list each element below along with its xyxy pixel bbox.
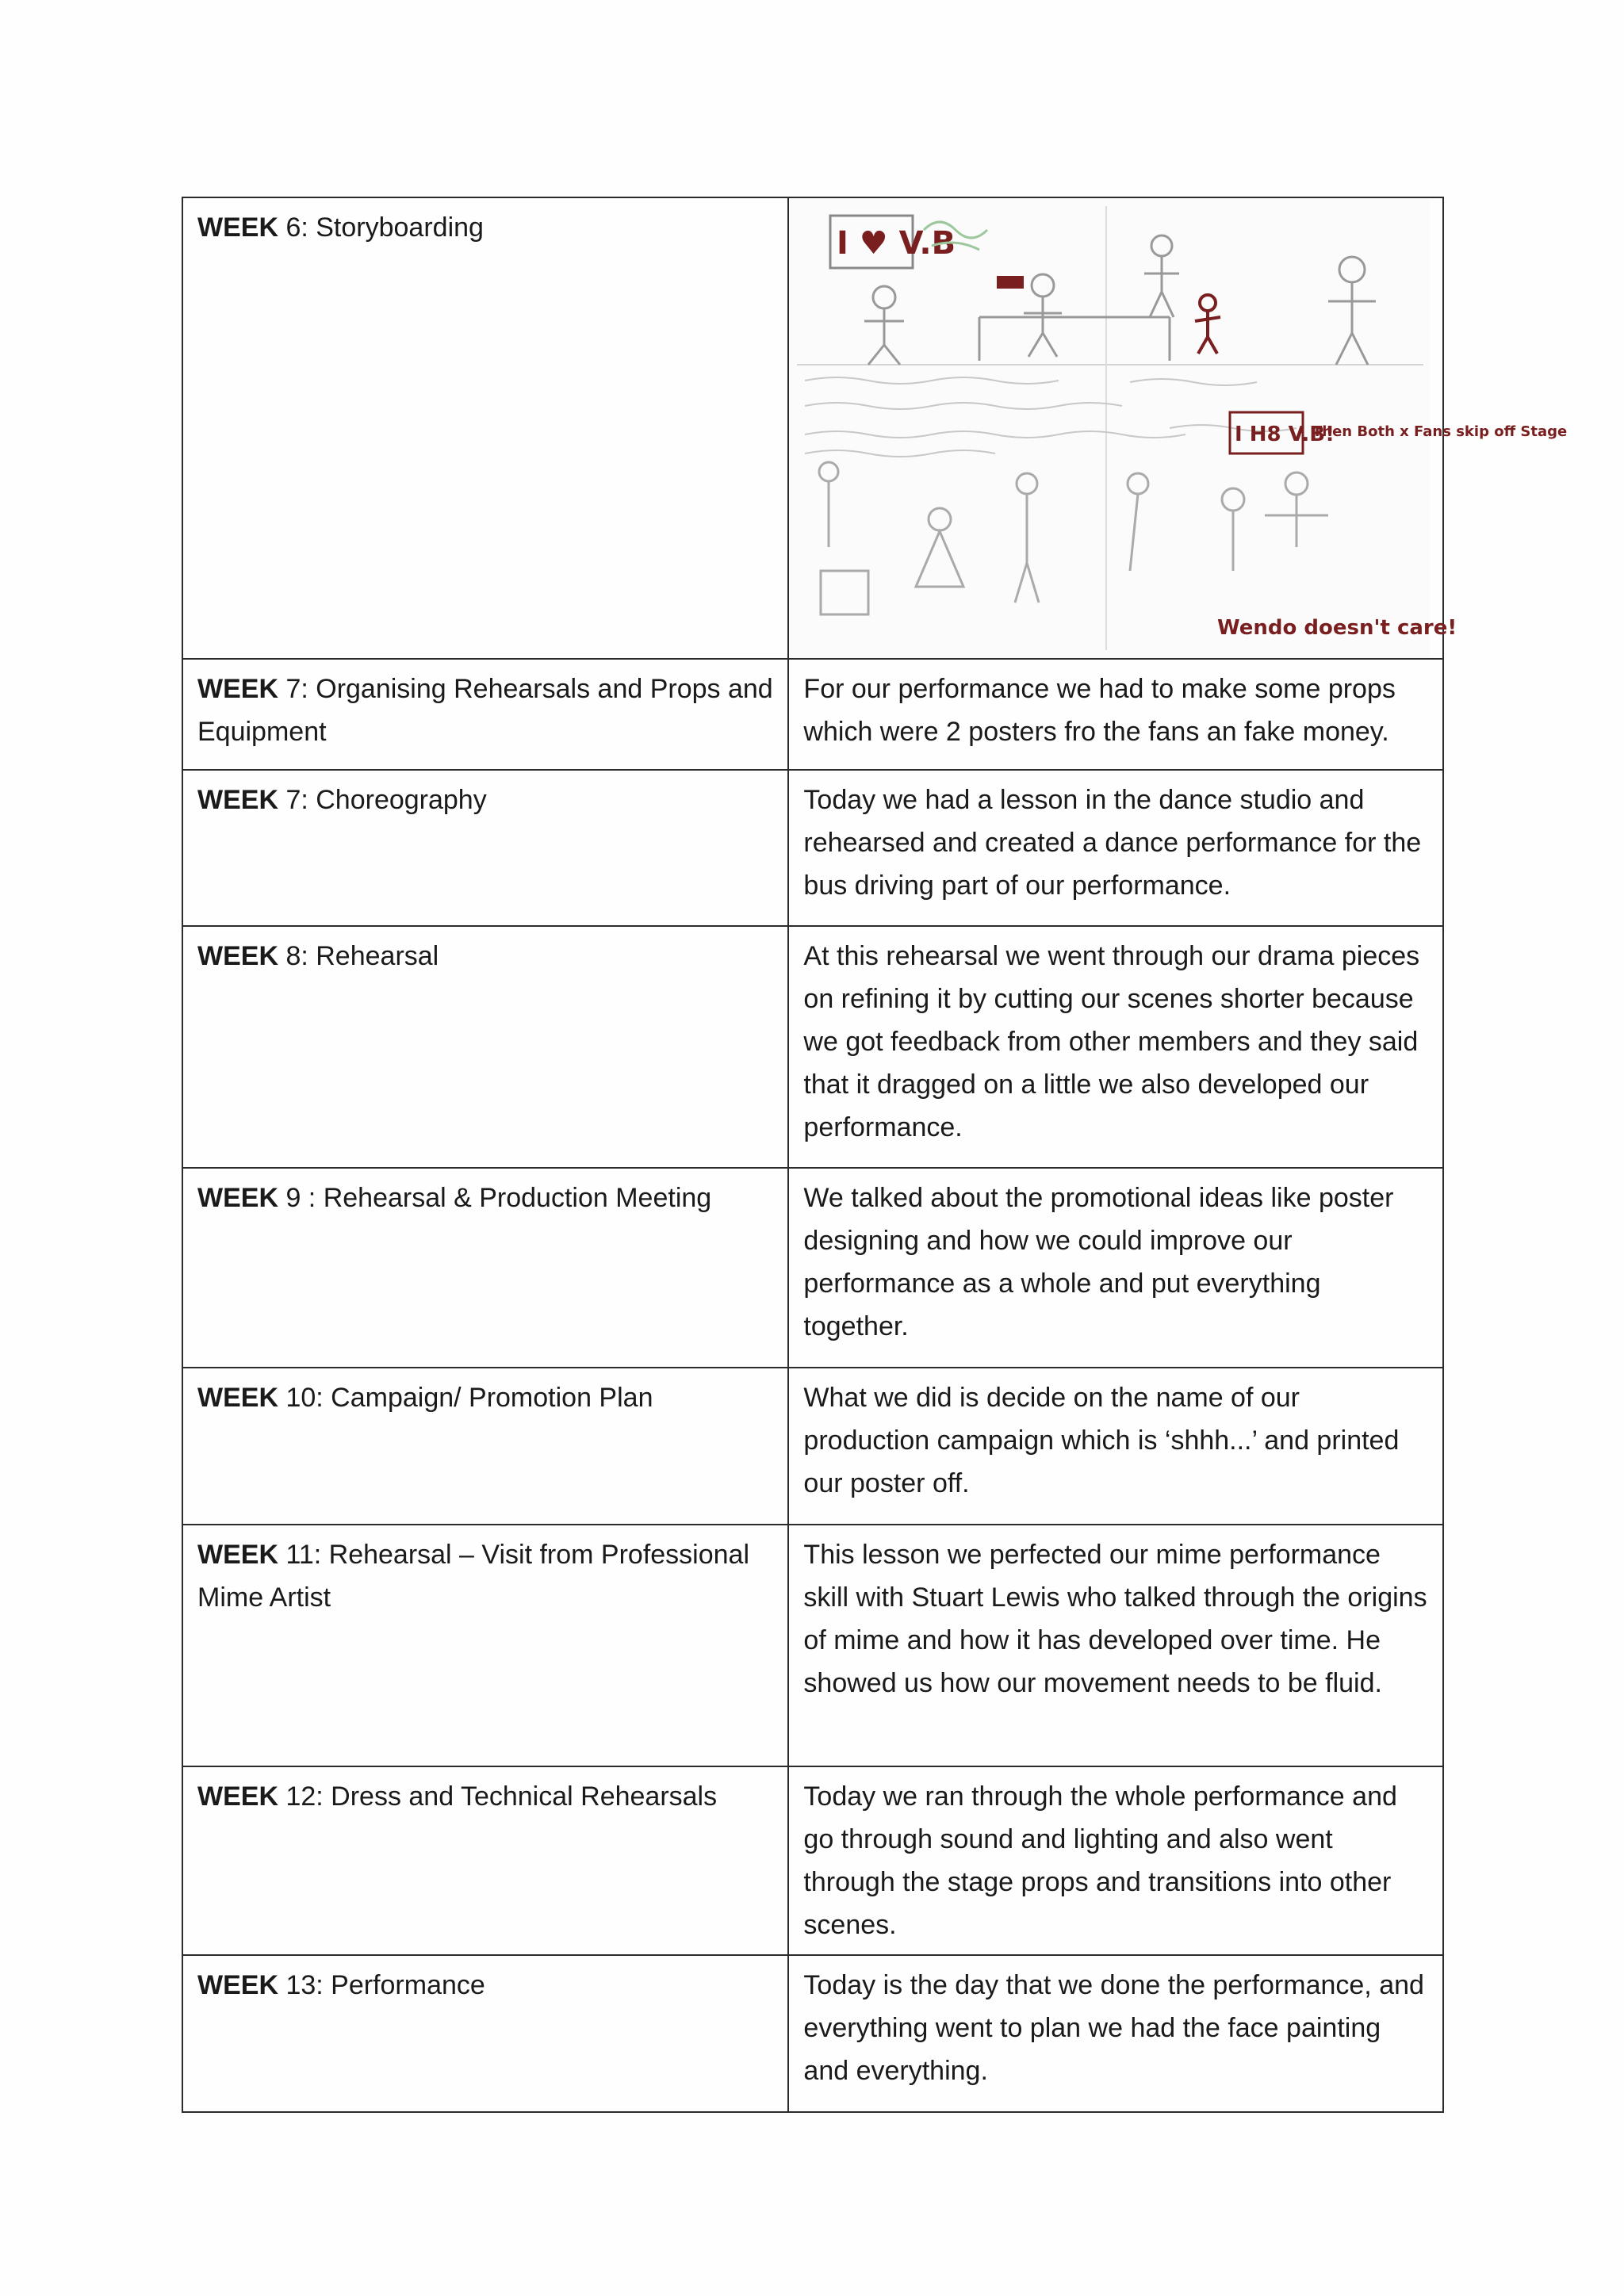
week-label-cell: [182, 1368, 788, 1525]
week-label-cell: [182, 926, 788, 1168]
week-title: 7: Choreography: [278, 785, 487, 815]
week-label-cell: [182, 770, 788, 926]
table-row: [182, 770, 1443, 926]
week-word: WEEK: [197, 212, 278, 243]
table-row: [182, 1168, 1443, 1368]
week-word: WEEK: [197, 1781, 278, 1812]
table-row: [182, 926, 1443, 1168]
table-row: [182, 1955, 1443, 2112]
week-description-cell: Today is the day that we done the performance, and everything went to plan we had the face painting and everything.: [788, 1955, 1443, 2112]
week-description-cell: What we did is decide on the name of our production campaign which is ‘shhh...’ and printed our poster off.: [788, 1368, 1443, 1525]
week-label-cell: [182, 1525, 788, 1766]
week-description-cell: Today we had a lesson in the dance studio and rehearsed and created a dance performance for the bus driving part of our performance.: [788, 770, 1443, 926]
week-description-cell: Today we ran through the whole performance and go through sound and lighting and also went through the stage props and transitions into other scenes.: [788, 1766, 1443, 1955]
storyboard-image-cell: [788, 197, 1568, 659]
week-label-cell: [182, 1766, 788, 1955]
week-word: WEEK: [197, 674, 278, 704]
week-word: WEEK: [197, 1540, 278, 1570]
sketch-caption-exit: Then Both x Fans skip off Stage: [1312, 423, 1568, 440]
week-title: 9 : Rehearsal & Production Meeting: [278, 1183, 712, 1213]
week-title: 12: Dress and Technical Rehearsals: [278, 1781, 718, 1812]
week-title: 13: Performance: [278, 1970, 485, 2000]
week-word: WEEK: [197, 1970, 278, 2000]
week-word: WEEK: [197, 785, 278, 815]
week-title: 10: Campaign/ Promotion Plan: [278, 1383, 653, 1413]
week-label-cell: [182, 197, 788, 659]
table-row: [182, 659, 1443, 770]
table-row: [182, 197, 1443, 659]
table-row: [182, 1368, 1443, 1525]
week-title: 7: Organising Rehearsals and Props and Equipment: [197, 674, 773, 747]
week-title: 11: Rehearsal – Visit from Professional Mime Artist: [197, 1540, 750, 1613]
sketch-caption-wendo: Wendo doesn't care!: [1217, 616, 1457, 640]
week-word: WEEK: [197, 1183, 278, 1213]
week-description-cell: We talked about the promotional ideas like poster designing and how we could improve our performance as a whole and put everything together.: [788, 1168, 1443, 1368]
week-title: 6: Storyboarding: [278, 212, 484, 243]
table-row: [182, 1525, 1443, 1766]
storyboard-sketch: [789, 198, 1568, 658]
week-description-cell: At this rehearsal we went through our drama pieces on refining it by cutting our scenes shorter because we got feedback from other members and they said that it dragged on a little we also developed our performance.: [788, 926, 1443, 1168]
week-word: WEEK: [197, 941, 278, 971]
weekly-log-table: [182, 197, 1568, 2113]
table-row: [182, 1766, 1443, 1955]
week-label-cell: [182, 659, 788, 770]
sketch-sign-love: I ♥ V.B: [837, 225, 956, 262]
week-description-cell: For our performance we had to make some props which were 2 posters fro the fans an fake money.: [788, 659, 1443, 770]
week-label-cell: [182, 1168, 788, 1368]
week-title: 8: Rehearsal: [278, 941, 439, 971]
sketch-sign-hate: I H8 V.B!: [1235, 423, 1335, 446]
week-label-cell: [182, 1955, 788, 2112]
week-word: WEEK: [197, 1383, 278, 1413]
week-description-cell: This lesson we perfected our mime performance skill with Stuart Lewis who talked through the origins of mime and how it has developed over time. He showed us how our movement needs to be fluid.: [788, 1525, 1443, 1766]
